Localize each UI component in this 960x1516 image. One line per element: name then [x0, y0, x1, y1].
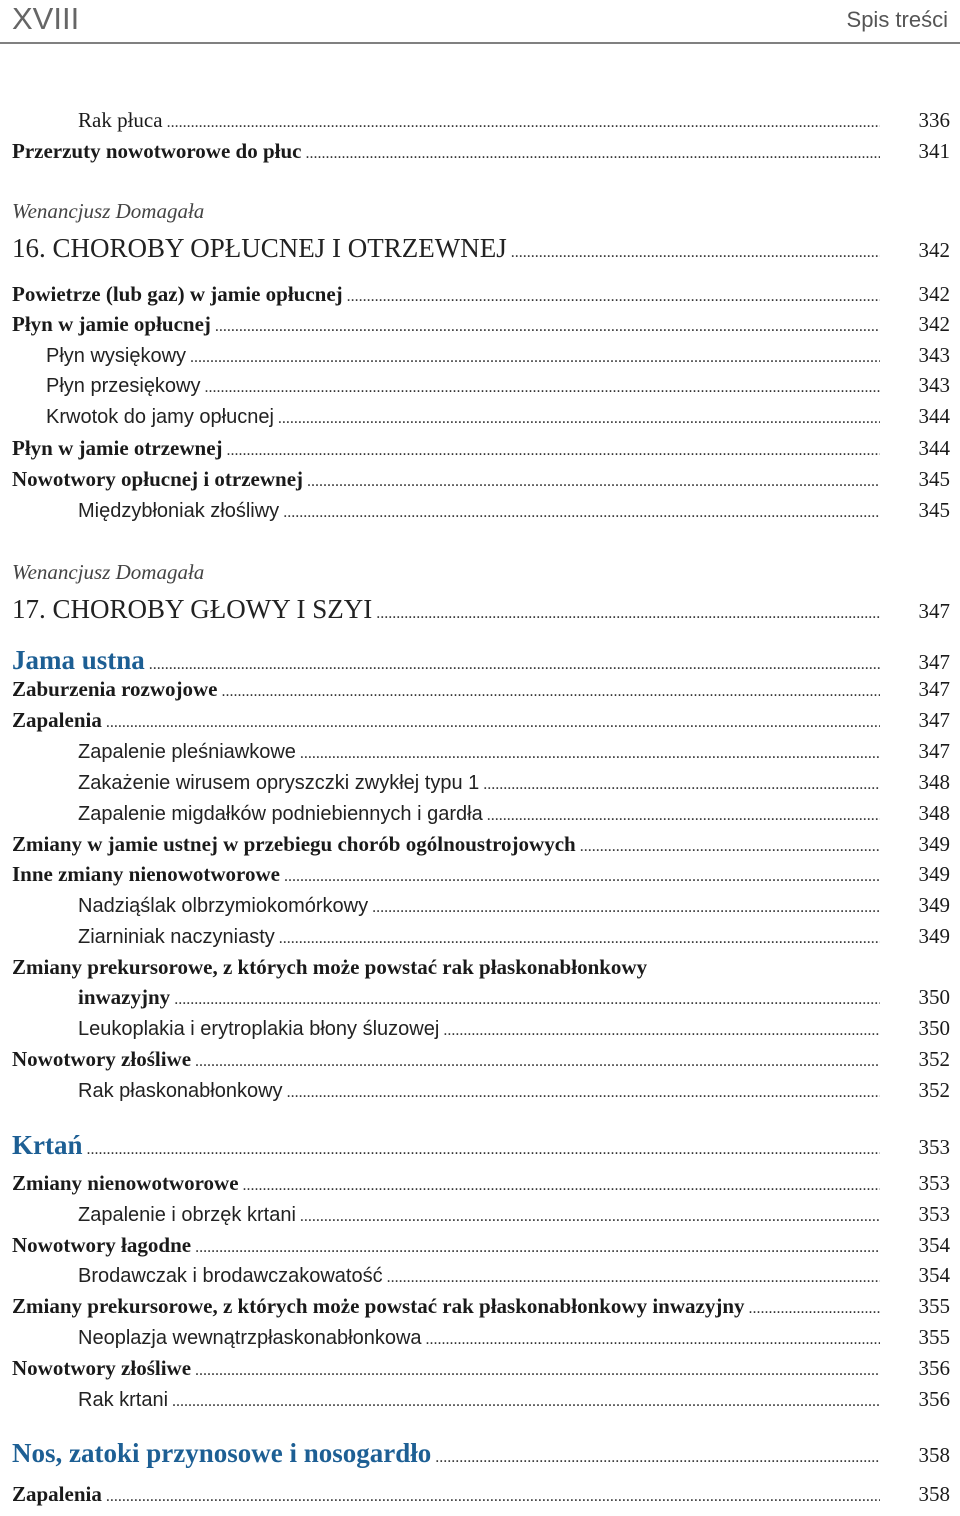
toc-entry-page: 356	[918, 1387, 950, 1411]
toc-entry-page: 356	[918, 1356, 950, 1380]
toc-entry	[12, 985, 950, 1016]
toc-entry	[12, 404, 950, 435]
toc-entry	[12, 924, 950, 955]
dot-leader	[372, 899, 880, 917]
toc-entry-title: Krwotok do jamy opłucnej	[46, 406, 274, 428]
dot-leader	[376, 605, 880, 623]
toc-entry	[12, 1482, 950, 1513]
toc-entry-title: Nos, zatoki przynosowe i nosogardło	[12, 1438, 432, 1468]
dot-leader	[149, 656, 880, 674]
toc-entry-title: Międzybłoniak złośliwy	[78, 500, 280, 522]
toc-entry	[12, 467, 950, 498]
toc-entry-page: 349	[918, 862, 950, 886]
dot-leader	[190, 349, 880, 367]
toc-entry-title: Neoplazja wewnątrzpłaskonabłonkowa	[78, 1327, 422, 1349]
dot-leader	[347, 288, 880, 306]
toc-entry	[12, 1263, 950, 1294]
toc-entry-page: 350	[918, 985, 950, 1009]
toc-entry	[12, 282, 950, 313]
toc-entry	[12, 1438, 950, 1478]
toc-entry	[12, 770, 950, 801]
dot-leader	[511, 244, 880, 262]
toc-entry	[12, 312, 950, 343]
toc-entry-page: 355	[918, 1325, 950, 1349]
toc-entry	[12, 436, 950, 467]
toc-entry-title: Zapalenie migdałków podniebiennych i gardła	[78, 803, 483, 825]
toc-entry-page: 343	[918, 343, 950, 367]
toc-entry-page: 348	[918, 801, 950, 825]
toc-entry	[12, 108, 950, 139]
toc-entry-title: Krtań	[12, 1130, 83, 1160]
toc-entry-title: Wenancjusz Domagała	[12, 560, 205, 584]
dot-leader	[195, 1239, 880, 1257]
dot-leader	[435, 1449, 880, 1467]
dot-leader	[278, 410, 880, 428]
dot-leader	[106, 1488, 880, 1506]
toc-entry	[12, 893, 950, 924]
toc-entry-title: Rak płaskonabłonkowy	[78, 1080, 283, 1102]
page-header	[0, 0, 960, 44]
toc-entry-title: Rak krtani	[78, 1389, 169, 1411]
dot-leader	[300, 745, 880, 763]
toc-entry	[12, 1325, 950, 1356]
toc-entry	[12, 1047, 950, 1078]
toc-entry	[12, 199, 950, 230]
toc-entry-page: 353	[918, 1171, 950, 1195]
toc-entry-page: 345	[918, 467, 950, 491]
toc-entry	[12, 1387, 950, 1418]
page-number-roman: XVIII	[12, 1, 80, 36]
toc-entry-title: 17. CHOROBY GŁOWY I SZYI	[12, 594, 373, 624]
toc-entry	[12, 1233, 950, 1264]
toc-entry-title: Zmiany nienowotworowe	[12, 1171, 239, 1195]
dot-leader	[483, 776, 880, 794]
toc-entry-page: 344	[918, 436, 950, 460]
dot-leader	[580, 838, 880, 856]
dot-leader	[243, 1177, 880, 1195]
toc-entry	[12, 560, 950, 591]
toc-entry	[12, 1294, 950, 1325]
toc-entry-page: 355	[918, 1294, 950, 1318]
toc-entry-page: 343	[918, 373, 950, 397]
toc-entry-title: Płyn przesiękowy	[46, 375, 201, 397]
toc-entry-title: Nowotwory złośliwe	[12, 1047, 192, 1071]
toc-entry-title: Nadziąślak olbrzymiokomórkowy	[78, 895, 369, 917]
toc-entry	[12, 801, 950, 832]
dot-leader	[443, 1022, 880, 1040]
dot-leader	[279, 930, 880, 948]
dot-leader	[300, 1208, 880, 1226]
toc-entry-page: 348	[918, 770, 950, 794]
dot-leader	[205, 379, 880, 397]
toc-entry-title: Zapalenie pleśniawkowe	[78, 741, 296, 763]
toc-entry-page: 342	[918, 238, 950, 262]
dot-leader	[426, 1331, 880, 1349]
toc-entry-title: Wenancjusz Domagała	[12, 199, 205, 223]
toc-entry-page: 344	[918, 404, 950, 428]
toc-entry	[12, 832, 950, 863]
dot-leader	[749, 1300, 880, 1318]
toc-entry	[12, 1356, 950, 1387]
toc-entry	[12, 1171, 950, 1202]
toc-entry-page: 349	[918, 893, 950, 917]
toc-entry-title: Płyn w jamie otrzewnej	[12, 436, 223, 460]
toc-entry	[12, 1130, 950, 1170]
toc-entry-title: Inne zmiany nienowotworowe	[12, 862, 280, 886]
toc-entry-page: 352	[918, 1078, 950, 1102]
toc-entry-page: 353	[918, 1202, 950, 1226]
toc-entry	[12, 708, 950, 739]
toc-entry-page: 352	[918, 1047, 950, 1071]
toc-entry-title: Zaburzenia rozwojowe	[12, 677, 218, 701]
toc-entry	[12, 739, 950, 770]
toc-entry	[12, 1202, 950, 1233]
toc-entry-title: 16. CHOROBY OPŁUCNEJ I OTRZEWNEJ	[12, 233, 507, 263]
dot-leader	[172, 1393, 880, 1411]
dot-leader	[305, 145, 880, 163]
toc-entry-title: Przerzuty nowotworowe do płuc	[12, 139, 302, 163]
toc-entry-title: inwazyjny	[78, 985, 171, 1009]
toc-entry-page: 354	[918, 1233, 950, 1257]
toc-entry	[12, 1016, 950, 1047]
dot-leader	[222, 683, 881, 701]
toc-entry	[12, 955, 950, 986]
toc-entry-title: Powietrze (lub gaz) w jamie opłucnej	[12, 282, 343, 306]
toc-entry	[12, 139, 950, 170]
toc-entry-title: Zakażenie wirusem opryszczki zwykłej typu 1	[78, 772, 480, 794]
dot-leader	[106, 714, 880, 732]
toc-entry-title: Zmiany prekursorowe, z których może powstać rak płaskonabłonkowy	[12, 955, 648, 979]
toc-entry	[12, 862, 950, 893]
dot-leader	[284, 868, 880, 886]
toc-entry-title: Zmiany w jamie ustnej w przebiegu chorób ogólnoustrojowych	[12, 832, 576, 856]
toc-entry-page: 347	[918, 599, 950, 623]
dot-leader	[167, 114, 880, 132]
toc-entry-page: 347	[918, 650, 950, 674]
toc-entry-page: 347	[918, 677, 950, 701]
dot-leader	[227, 442, 880, 460]
toc-entry-page: 342	[918, 312, 950, 336]
dot-leader	[283, 504, 880, 522]
toc-entry-title: Płyn w jamie opłucnej	[12, 312, 211, 336]
dot-leader	[287, 1084, 880, 1102]
toc-entry	[12, 594, 950, 634]
toc-entry-title: Nowotwory opłucnej i otrzewnej	[12, 467, 304, 491]
section-title: Spis treści	[846, 7, 948, 32]
dot-leader	[307, 473, 880, 491]
dot-leader	[487, 807, 880, 825]
toc-entry-page: 347	[918, 739, 950, 763]
toc-entry-title: Płyn wysiękowy	[46, 345, 187, 367]
toc-entry-page: 342	[918, 282, 950, 306]
dot-leader	[387, 1269, 880, 1287]
toc-entry-title: Zapalenia	[12, 708, 102, 732]
toc-entry-title: Ziarniniak naczyniasty	[78, 926, 275, 948]
toc-entry	[12, 343, 950, 374]
toc-entry-page: 353	[918, 1135, 950, 1159]
dot-leader	[195, 1053, 880, 1071]
dot-leader	[215, 318, 880, 336]
dot-leader	[174, 991, 880, 1009]
toc-entry-title: Jama ustna	[12, 645, 145, 675]
toc-entry-title: Rak płuca	[78, 108, 163, 132]
toc-entry-page: 358	[918, 1482, 950, 1506]
toc-entry-page: 350	[918, 1016, 950, 1040]
toc-entry-page: 354	[918, 1263, 950, 1287]
toc-entry	[12, 677, 950, 708]
dot-leader	[87, 1141, 881, 1159]
toc-entry-page: 345	[918, 498, 950, 522]
toc-entry-page: 349	[918, 832, 950, 856]
toc-entry	[12, 373, 950, 404]
toc-entry-page: 347	[918, 708, 950, 732]
toc-entry-page: 349	[918, 924, 950, 948]
toc-entry-title: Zapalenie i obrzęk krtani	[78, 1204, 296, 1226]
toc-entry-title: Nowotwory łagodne	[12, 1233, 192, 1257]
toc-entry	[12, 498, 950, 529]
toc-entry-title: Zmiany prekursorowe, z których może powstać rak płaskonabłonkowy inwazyjny	[12, 1294, 745, 1318]
toc-entry-title: Zapalenia	[12, 1482, 102, 1506]
toc-entry	[12, 1078, 950, 1109]
toc-entry-title: Brodawczak i brodawczakowatość	[78, 1265, 383, 1287]
toc-entry-title: Nowotwory złośliwe	[12, 1356, 192, 1380]
toc-entry-page: 358	[918, 1443, 950, 1467]
toc-entry-page: 341	[918, 139, 950, 163]
toc-entry-page: 336	[918, 108, 950, 132]
dot-leader	[195, 1362, 880, 1380]
toc-entry-title: Leukoplakia i erytroplakia błony śluzowej	[78, 1018, 440, 1040]
toc-entry	[12, 233, 950, 273]
